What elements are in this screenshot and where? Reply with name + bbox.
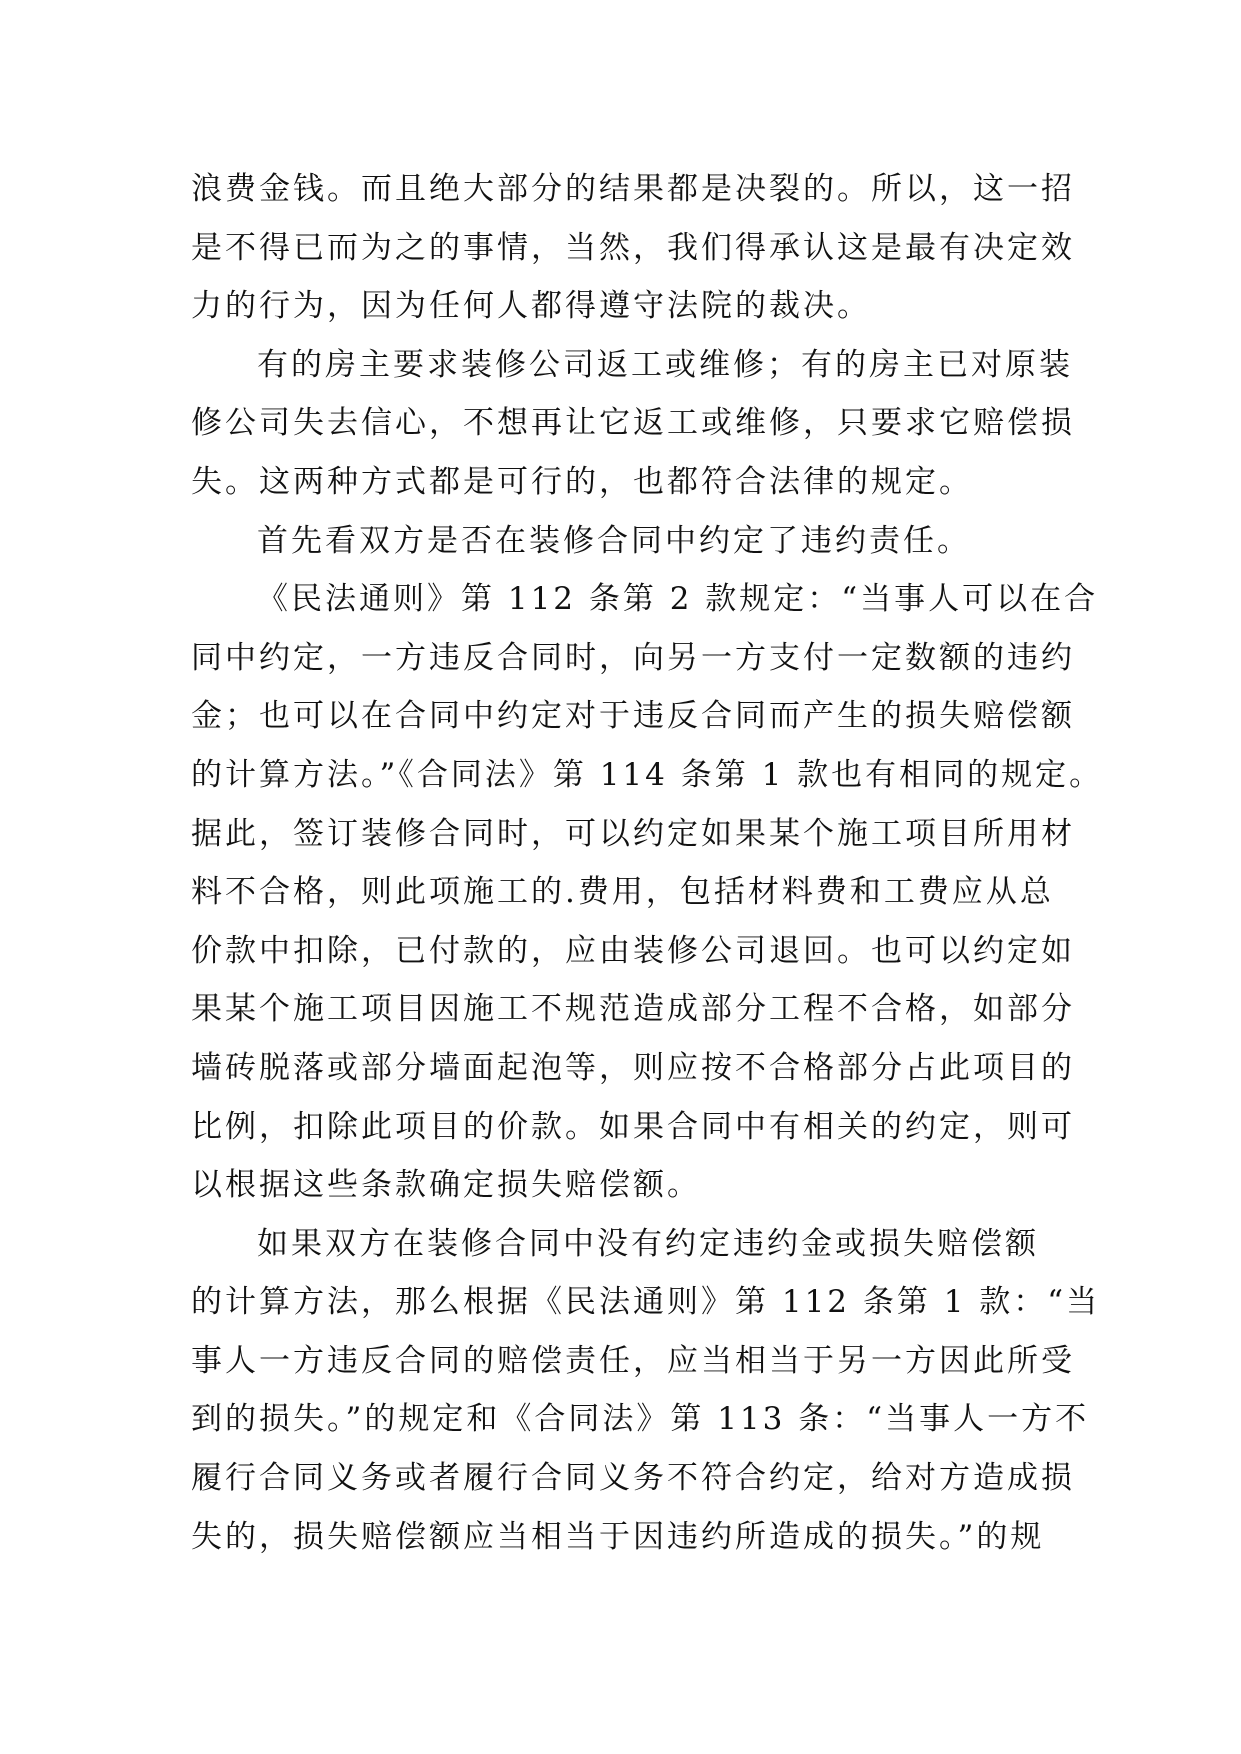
text-line: 履行合同义务或者履行合同义务不符合约定，给对方造成损 — [191, 1460, 1075, 1497]
text-line: 如果双方在装修合同中没有约定违约金或损失赔偿额 — [257, 1225, 1039, 1262]
text-line: 比例，扣除此项目的价款。如果合同中有相关的约定，则可 — [191, 1108, 1075, 1145]
text-line: 的计算方法。”《合同法》第 114 条第 1 款也有相同的规定。 — [191, 756, 1104, 793]
paragraph-5 — [191, 1215, 1101, 1567]
paragraph-3 — [191, 512, 1071, 571]
text-line: 到的损失。”的规定和《合同法》第 113 条：“当事人一方不 — [191, 1401, 1090, 1438]
paragraph-1 — [191, 160, 1075, 336]
text-line: 果某个施工项目因施工不规范造成部分工程不合格，如部分 — [191, 991, 1075, 1028]
text-line: 修公司失去信心，不想再让它返工或维修，只要求它赔偿损 — [191, 405, 1075, 442]
text-line: 金；也可以在合同中约定对于违反合同而产生的损失赔偿额 — [191, 698, 1075, 735]
text-line: 有的房主要求装修公司返工或维修；有的房主已对原装 — [257, 346, 1073, 383]
paragraph-2 — [191, 336, 1075, 512]
text-line: 同中约定，一方违反合同时，向另一方支付一定数额的违约 — [191, 639, 1075, 676]
paragraph-4 — [191, 570, 1104, 1215]
text-line: 的计算方法，那么根据《民法通则》第 112 条第 1 款：“当 — [191, 1284, 1101, 1321]
text-line: 失。这两种方式都是可行的，也都符合法律的规定。 — [191, 463, 973, 500]
text-line: 价款中扣除，已付款的，应由装修公司退回。也可以约定如 — [191, 932, 1075, 969]
text-line: 《民法通则》第 112 条第 2 款规定：“当事人可以在合 — [257, 581, 1099, 618]
text-line: 以根据这些条款确定损失赔偿额。 — [191, 1167, 701, 1204]
text-line: 失的，损失赔偿额应当相当于因违约所造成的损失。”的规 — [191, 1518, 1045, 1555]
text-line: 力的行为，因为任何人都得遵守法院的裁决。 — [191, 288, 871, 325]
text-line: 料不合格，则此项施工的.费用，包括材料费和工费应从总 — [191, 874, 1054, 911]
text-line: 是不得已而为之的事情，当然，我们得承认这是最有决定效 — [191, 229, 1075, 266]
document-body — [191, 160, 1104, 1566]
text-line: 墙砖脱落或部分墙面起泡等，则应按不合格部分占此项目的 — [191, 1049, 1075, 1086]
text-line: 浪费金钱。而且绝大部分的结果都是决裂的。所以，这一招 — [191, 171, 1075, 207]
text-line: 事人一方违反合同的赔偿责任，应当相当于另一方因此所受 — [191, 1342, 1075, 1379]
text-line: 据此，签订装修合同时，可以约定如果某个施工项目所用材 — [191, 815, 1075, 852]
text-line: 首先看双方是否在装修合同中约定了违约责任。 — [257, 522, 971, 559]
